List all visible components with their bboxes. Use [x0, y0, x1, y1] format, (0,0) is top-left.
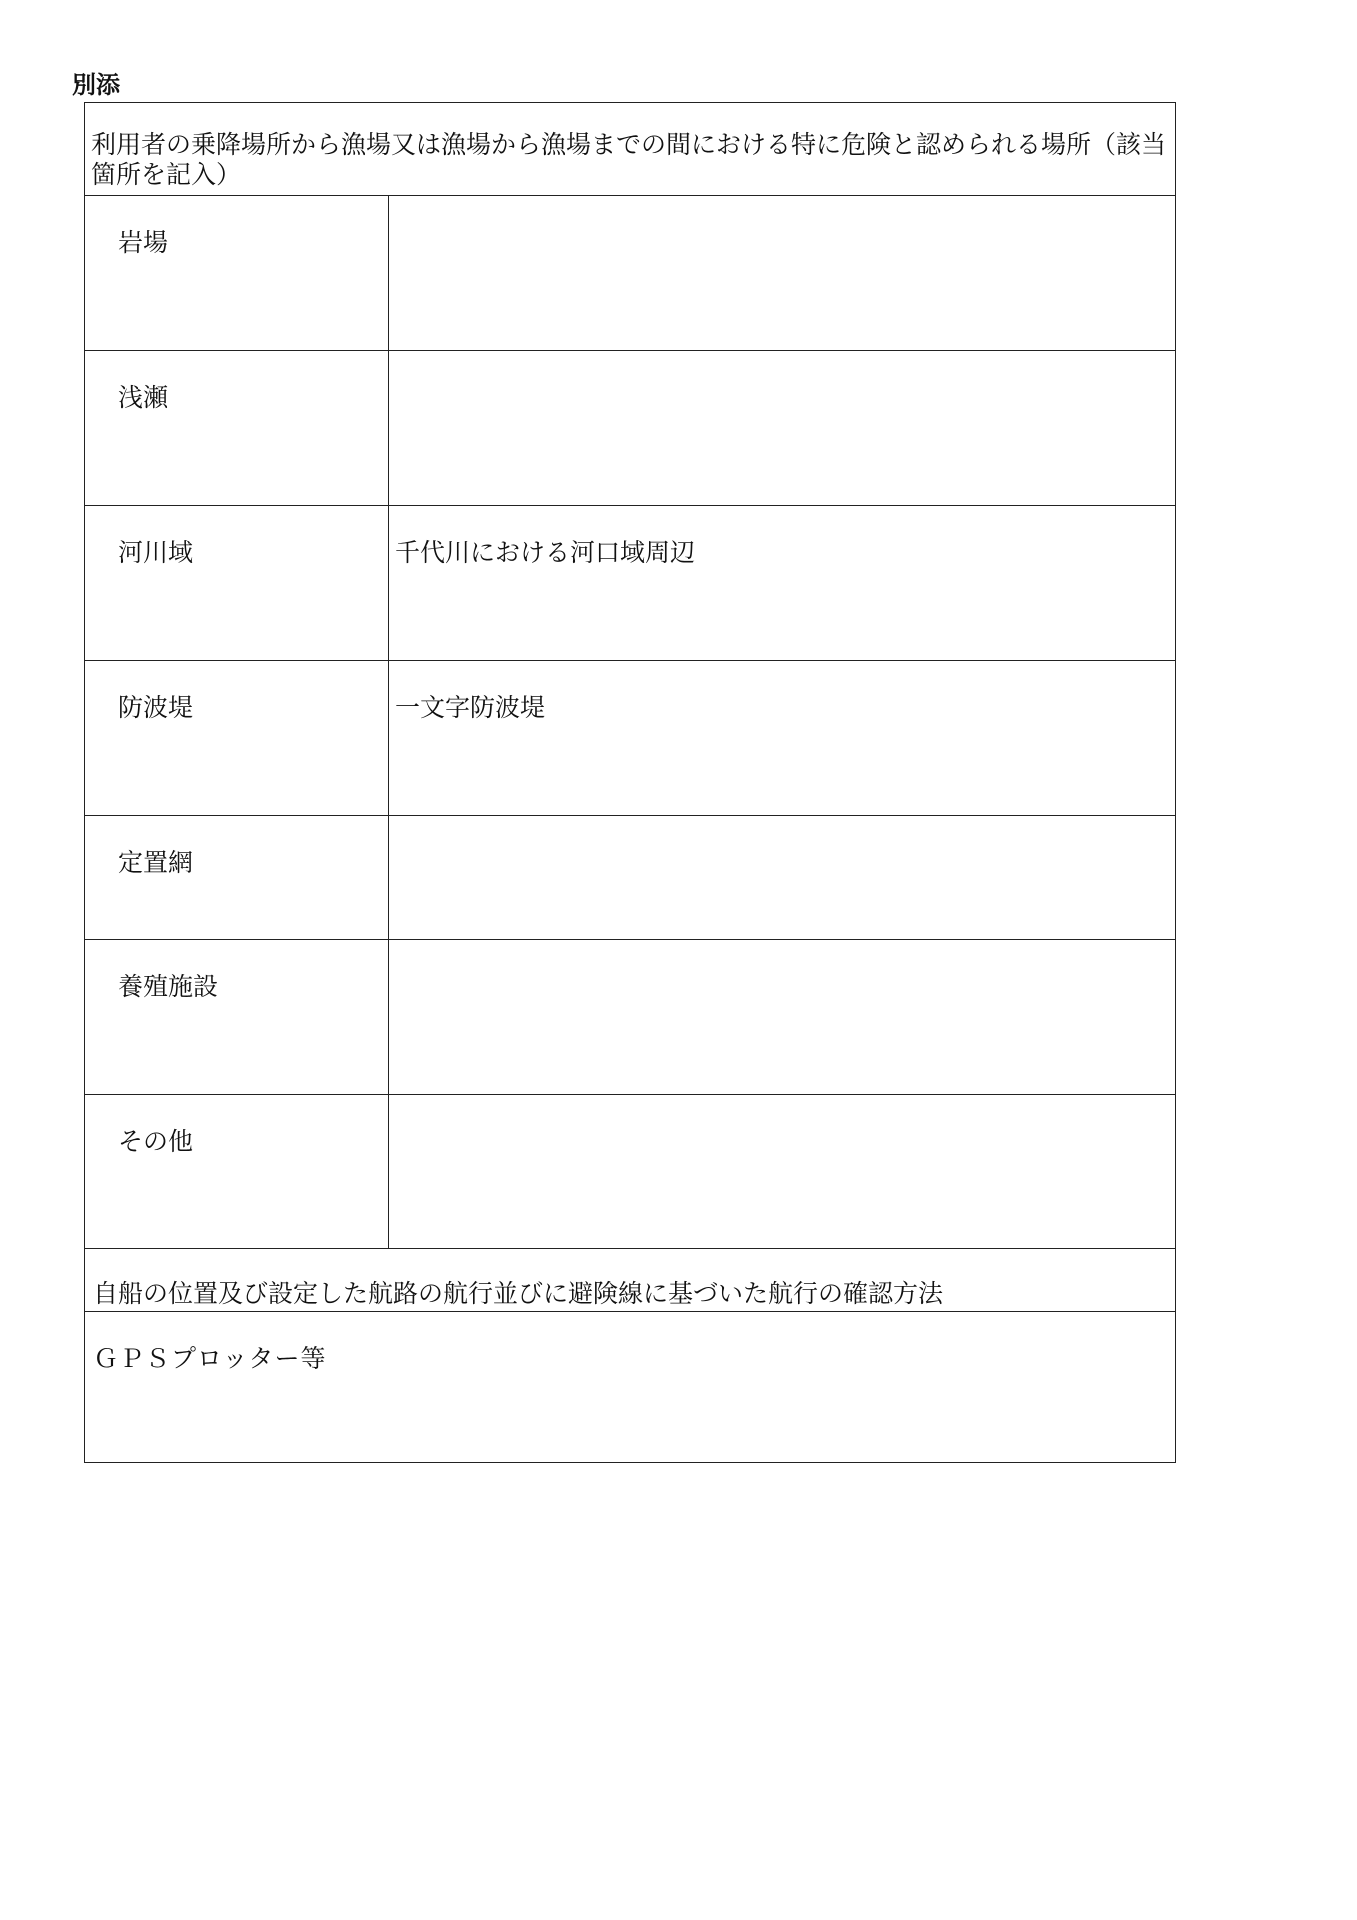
- confirmation-method-value: ＧＰＳプロッター等: [93, 1344, 327, 1373]
- row-label-river-area: 河川域: [85, 506, 389, 660]
- row-value-other: [389, 1095, 1175, 1248]
- row-label-aquaculture: 養殖施設: [85, 940, 389, 1094]
- row-value-rocky-area: [389, 196, 1175, 350]
- row-label-breakwater: 防波堤: [85, 661, 389, 815]
- row-label-rocky-area: 岩場: [85, 196, 389, 350]
- table-row-other: [85, 1095, 1175, 1249]
- row-value-shallows: [389, 351, 1175, 505]
- table-row-rocky-area: [85, 196, 1175, 351]
- row-label-shallows: 浅瀬: [85, 351, 389, 505]
- table-row-breakwater: [85, 661, 1175, 816]
- row-label-other: その他: [85, 1095, 389, 1248]
- table-row-river-area: [85, 506, 1175, 661]
- attachment-label: 別添: [72, 71, 120, 99]
- row-value-set-net: [389, 816, 1175, 939]
- hazard-form-table: [84, 102, 1176, 1463]
- row-label-set-net: 定置網: [85, 816, 389, 939]
- row-value-breakwater: 一文字防波堤: [395, 693, 546, 722]
- table-row-shallows: [85, 351, 1175, 506]
- table-row-aquaculture: [85, 940, 1175, 1095]
- row-value-aquaculture: [389, 940, 1175, 1094]
- hazard-locations-header: 利用者の乗降場所から漁場又は漁場から漁場までの間における特に危険と認められる場所（該当箇所を記入）: [85, 103, 1175, 196]
- table-row-set-net: [85, 816, 1175, 940]
- row-value-river-area: 千代川における河口域周辺: [395, 538, 696, 567]
- confirmation-method-header: 自船の位置及び設定した航路の航行並びに避険線に基づいた航行の確認方法: [85, 1249, 1175, 1312]
